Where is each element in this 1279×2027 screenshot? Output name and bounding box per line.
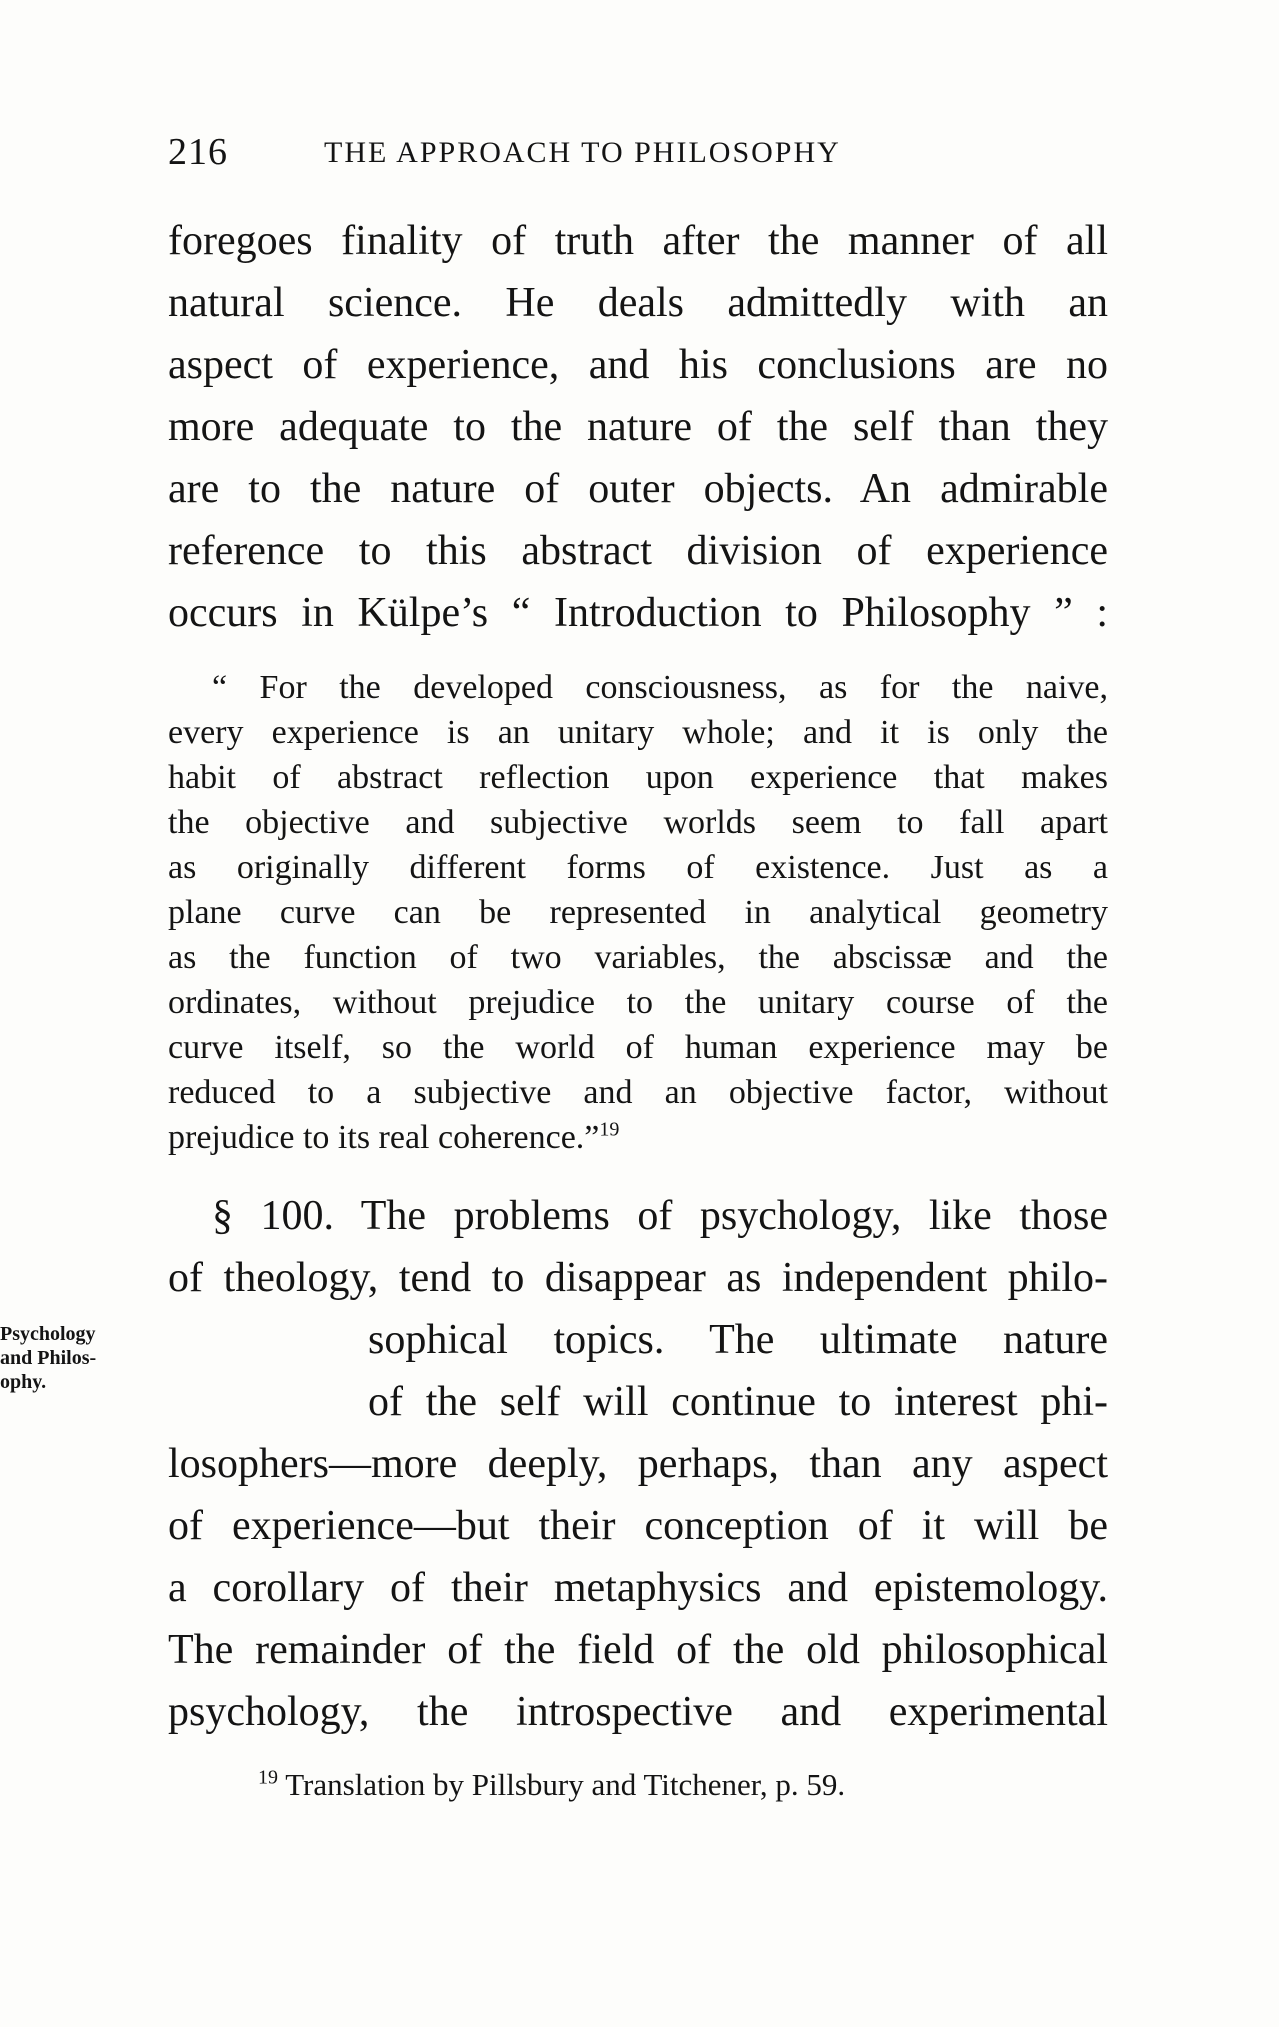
- quote-last-line-text: prejudice to its real coherence.”: [168, 1119, 600, 1156]
- text-line: foregoes finality of truth after the manner of all: [168, 218, 1108, 264]
- margin-note-line: and Philos-: [0, 1347, 97, 1369]
- page-number: 216: [168, 131, 228, 173]
- block-quote: [168, 665, 1108, 1160]
- footnote: [258, 1765, 1108, 1805]
- quote-line: the objective and subjective worlds seem to fall apart: [168, 804, 1108, 841]
- footnote-number: 19: [258, 1766, 278, 1789]
- text-line: The remainder of the field of the old philosophical: [168, 1627, 1108, 1673]
- paragraph-1: [168, 210, 1108, 644]
- quote-line: plane curve can be represented in analytical geometry: [168, 894, 1108, 931]
- page-header: [168, 130, 1108, 174]
- text-line: sophical topics. The ultimate nature: [368, 1317, 1108, 1363]
- paragraph-2: [168, 1185, 1108, 1743]
- text-line: natural science. He deals admittedly with an: [168, 280, 1108, 326]
- text-line: are to the nature of outer objects. An admirable: [168, 466, 1108, 512]
- text-line: psychology, the introspective and experimental: [168, 1689, 1108, 1735]
- running-head: THE APPROACH TO PHILOSOPHY: [324, 136, 841, 169]
- margin-note-line: ophy.: [0, 1371, 47, 1393]
- text-line: a corollary of their metaphysics and epistemology.: [168, 1565, 1108, 1611]
- text-line: reference to this abstract division of experience: [168, 528, 1108, 574]
- footnote-text: Translation by Pillsbury and Titchener, p. 59.: [285, 1767, 846, 1802]
- quote-line: “ For the developed consciousness, as for the naive,: [212, 669, 1108, 706]
- text-line: of theology, tend to disappear as independent philo-: [168, 1255, 1108, 1301]
- quote-line: every experience is an unitary whole; and it is only the: [168, 714, 1108, 751]
- text-line: of the self will continue to interest phi-: [368, 1379, 1108, 1425]
- text-line: of experience—but their conception of it will be: [168, 1503, 1108, 1549]
- quote-line: ordinates, without prejudice to the unitary course of the: [168, 984, 1108, 1021]
- margin-note: [0, 1322, 160, 1394]
- text-line: losophers—more deeply, perhaps, than any aspect: [168, 1441, 1108, 1487]
- quote-line: reduced to a subjective and an objective factor, without: [168, 1074, 1108, 1111]
- text-line: aspect of experience, and his conclusions are no: [168, 342, 1108, 388]
- text-line: more adequate to the nature of the self than they: [168, 404, 1108, 450]
- margin-note-line: Psychology: [0, 1323, 96, 1345]
- quote-line: as the function of two variables, the abscissæ and the: [168, 939, 1108, 976]
- text-line: § 100. The problems of psychology, like those: [212, 1193, 1108, 1239]
- text-line: occurs in Külpe’s “ Introduction to Philosophy ” :: [168, 590, 1108, 636]
- quote-line: as originally different forms of existence. Just as a: [168, 849, 1108, 886]
- quote-last-line: [168, 1115, 1108, 1160]
- quote-line: habit of abstract reflection upon experience that makes: [168, 759, 1108, 796]
- footnote-reference[interactable]: 19: [599, 1118, 620, 1141]
- quote-line: curve itself, so the world of human experience may be: [168, 1029, 1108, 1066]
